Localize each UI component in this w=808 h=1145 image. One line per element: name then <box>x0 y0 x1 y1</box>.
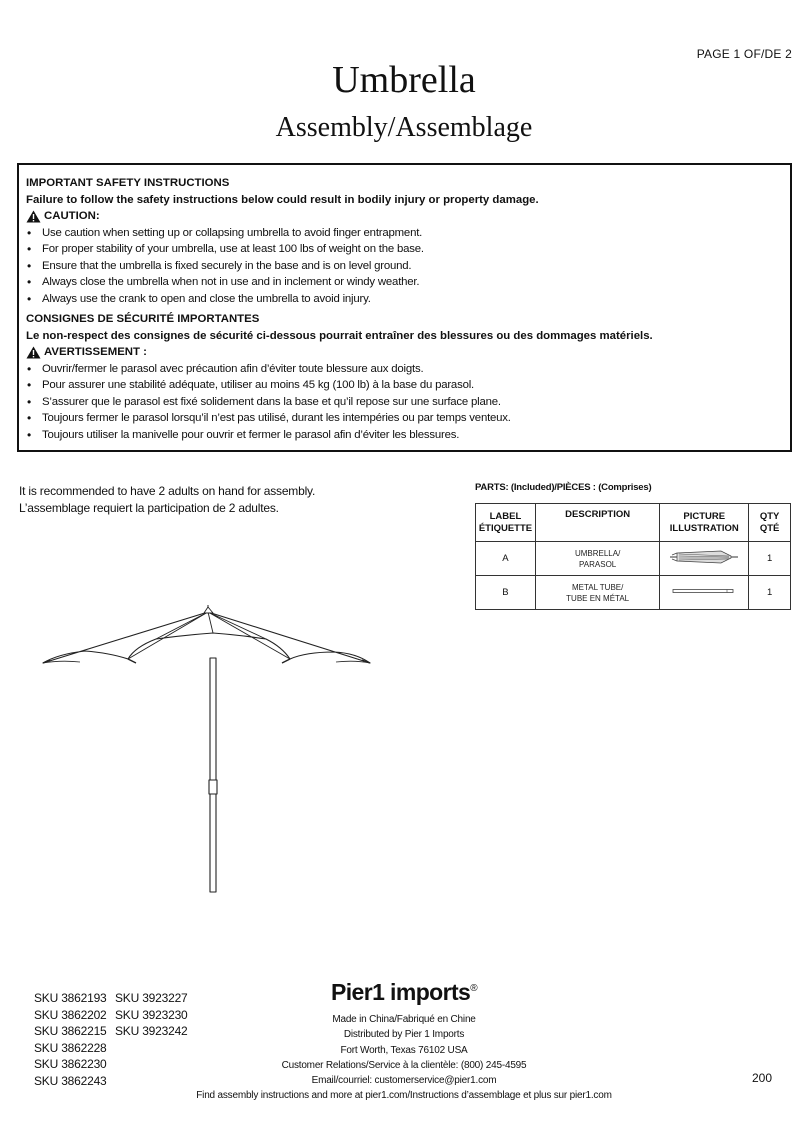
sku-item: SKU 3923230 <box>115 1007 188 1022</box>
safety-heading-en: IMPORTANT SAFETY INSTRUCTIONS <box>26 177 230 189</box>
safety-list-en <box>26 225 784 308</box>
sku-item: SKU 3923227 <box>115 991 188 1005</box>
footer-line: Find assembly instructions and more at pier1.com/Instructions d’assemblage et plus sur pier1.com <box>196 1090 612 1102</box>
sku-item: SKU 3862215 <box>34 1024 107 1039</box>
sku-item: SKU 3862243 <box>34 1073 107 1088</box>
list-item: • Toujours fermer le parasol lorsqu’il n’est pas utilisé, durant les intempéries ou par temps venteux. <box>26 410 784 427</box>
header-qty: QTY QTÉ <box>749 504 791 542</box>
footer-line: Distributed by Pier 1 Imports <box>343 1029 465 1041</box>
part-label: B <box>476 576 536 610</box>
assembly-recommendation <box>19 483 315 516</box>
part-picture <box>660 576 749 610</box>
page-number: PAGE 1 OF/DE 2 <box>696 47 792 61</box>
parts-heading: PARTS: (Included)/PIÈCES : (Comprises) <box>475 482 652 493</box>
footer-info <box>150 1012 658 1104</box>
sku-item: SKU 3923242 <box>115 1024 188 1039</box>
recommendation-en: It is recommended to have 2 adults on hand for assembly. <box>19 484 316 498</box>
caution-label-en: CAUTION: <box>44 210 100 222</box>
caution-line-en <box>26 208 784 225</box>
umbrella-illustration <box>40 600 380 900</box>
sku-item: SKU 3862230 <box>34 1057 107 1072</box>
safety-warning-fr: Le non-respect des consignes de sécurité ci-dessous pourrait entraîner des blessures ou des dommages matériels. <box>26 329 653 342</box>
header-picture: PICTURE ILLUSTRATION <box>660 504 749 542</box>
sku-item: SKU 3862193 <box>34 991 107 1005</box>
list-item: • For proper stability of your umbrella, use at least 100 lbs of weight on the base. <box>26 241 784 258</box>
list-item: • Toujours utiliser la manivelle pour ouvrir et fermer le parasol afin d’éviter les blessures. <box>26 427 784 444</box>
part-qty: 1 <box>749 542 791 576</box>
table-row <box>476 576 791 610</box>
part-qty: 1 <box>749 576 791 610</box>
warning-triangle-icon <box>26 346 41 359</box>
page-title: Umbrella <box>332 59 476 101</box>
footer-line: Fort Worth, Texas 76102 USA <box>340 1044 468 1056</box>
footer-line: Customer Relations/Service à la clientèle: (800) 245-4595 <box>281 1059 527 1071</box>
parts-table <box>475 503 791 610</box>
list-item: • Ouvrir/fermer le parasol avec précaution afin d’éviter toute blessure aux doigts. <box>26 361 784 378</box>
part-description: METAL TUBE/ TUBE EN MÉTAL <box>535 576 659 610</box>
warning-triangle-icon <box>26 210 41 223</box>
part-picture <box>660 542 749 576</box>
list-item: • Always use the crank to open and close the umbrella to avoid injury. <box>26 291 784 308</box>
list-item: • Ensure that the umbrella is fixed securely in the base and is on level ground. <box>26 258 784 275</box>
list-item: • S’assurer que le parasol est fixé solidement dans la base et qu’il repose sur une surface plane. <box>26 394 784 411</box>
caution-line-fr <box>26 344 784 361</box>
registered-mark: ® <box>470 983 477 994</box>
part-label: A <box>476 542 536 576</box>
recommendation-fr: L’assemblage requiert la participation de 2 adultes. <box>19 500 279 515</box>
brand-name: Pier1 imports <box>331 979 471 1005</box>
list-item: • Always close the umbrella when not in use and in inclement or windy weather. <box>26 274 784 291</box>
safety-heading-fr: CONSIGNES DE SÉCURITÉ IMPORTANTES <box>26 313 260 325</box>
header-label: LABEL ÉTIQUETTE <box>476 504 536 542</box>
list-item: • Pour assurer une stabilité adéquate, utiliser au moins 45 kg (100 lb) à la base du parasol. <box>26 377 784 394</box>
brand-logo <box>0 979 808 1006</box>
safety-warning-en: Failure to follow the safety instructions below could result in bodily injury or property damage. <box>26 193 539 206</box>
closed-umbrella-icon <box>669 549 739 565</box>
caution-label-fr: AVERTISSEMENT : <box>44 346 147 358</box>
parts-header-row <box>476 504 791 542</box>
metal-tube-icon <box>669 587 739 595</box>
safety-instructions-box <box>17 163 792 452</box>
safety-list-fr <box>26 361 784 444</box>
table-row <box>476 542 791 576</box>
footer-line: Email/courriel: customerservice@pier1.com <box>311 1075 497 1087</box>
page-subtitle: Assembly/Assemblage <box>275 112 533 143</box>
footer-line: Made in China/Fabriqué en Chine <box>332 1014 476 1025</box>
list-item: • Use caution when setting up or collapsing umbrella to avoid finger entrapment. <box>26 225 784 242</box>
sku-item: SKU 3862228 <box>34 1040 107 1055</box>
header-description: DESCRIPTION <box>535 504 659 542</box>
sku-item: SKU 3862202 <box>34 1007 107 1022</box>
document-number: 200 <box>752 1071 773 1085</box>
part-description: UMBRELLA/ PARASOL <box>535 542 659 576</box>
